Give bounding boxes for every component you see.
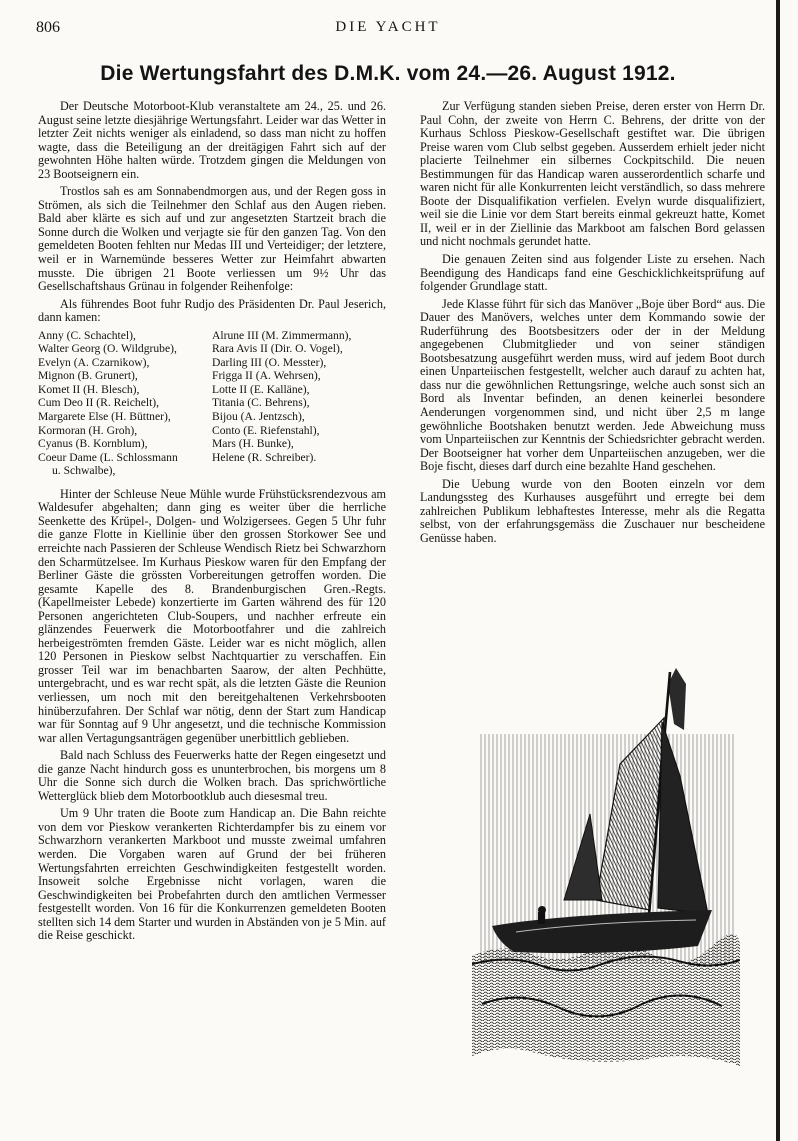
page-header (0, 0, 776, 40)
roster-entry: Rara Avis II (Dir. O. Vogel), (212, 342, 343, 356)
roster-entry: Komet II (H. Blesch), (38, 382, 140, 396)
paragraph: Bald nach Schluss des Feuerwerks hatte der Regen eingesetzt und die ganze Nacht hindurch goss es ununterbrochen, bis morgens um 8 Uhr die Sonne sich durch die Wolken brach. Das sprichwörtliche Wetterglück blieb dem Motorbootklub auch diesesmal treu. (38, 748, 386, 803)
roster-entry: Cum Deo II (R. Reichelt), (38, 396, 160, 410)
roster-entry: Mars (H. Bunke), (212, 437, 294, 451)
roster-entry: Bijou (A. Jentzsch), (212, 410, 305, 424)
roster-entry: Margarete Else (H. Büttner), (38, 410, 171, 424)
roster-entry: Anny (C. Schachtel), (38, 328, 136, 342)
roster-entry: u. Schwalbe), (52, 464, 116, 478)
page-edge-border (776, 0, 780, 1141)
roster-entry (212, 464, 386, 478)
paragraph: Die genauen Zeiten sind aus folgender Liste zu ersehen. Nach Beendigung des Handicaps fand eine Geschicklichkeitsprüfung auf folgender Grundlage statt. (420, 252, 765, 294)
roster-entry: Kormoran (H. Groh), (38, 423, 138, 437)
paragraph: Als führendes Boot fuhr Rudjo des Präsidenten Dr. Paul Jeserich, dann kamen: (38, 296, 386, 325)
roster-entry: Mignon (B. Grunert), (38, 369, 138, 383)
paragraph: Hinter der Schleuse Neue Mühle wurde Frühstücksrendezvous am Waldesufer abgehalten; dann ging es weiter über die herrliche Seenkette des Krüpel-, Dolgen- und Wolzigersees. Gegen 5 Uhr fuhr die ganze Flotte in Kiellinie über den grossen Storkower See und erreichte nach Passieren der Schleuse Wendisch Rietz bei Schwarzhorn den Scharmützelsee. Im Kurhaus Pieskow waren für den Empfang der Berliner Gäste die grössten Vorbereitungen getroffen worden. Die gesamte Kapelle des 8. Brandenburgischen Gren.-Regts. (Kapellmeister Lebede) konzertierte im Garten während des für 120 Personen angerichteten Club-Soupers, und nachher erfreute ein glänzendes Feuerwerk die Motorbootfahrer und die zahlreich herbeigeströmten fremden Gäste. Leider war es nicht möglich, allen 120 Personen in Pieskow selbst Nachtquartier zu verschaffen. Ein grosser Teil war im benachbarten Saarow, der alten Pechhütte, untergebracht, und es war recht spät, als die letzten Gäste die Reunion verliessen, um noch mit den bereitgehaltenen Verkehrsbooten hinüberzufahren. Der Schlaf war nötig, denn der Start zum Handicap war für Sonntag auf 9 Uhr angesetzt, und die technische Kommission war allen Vertagungsanträgen gegenüber unerbittlich geblieben. (38, 486, 386, 745)
paragraph: Der Deutsche Motorboot-Klub veranstaltete am 24., 25. und 26. August seine letzte diesjährige Wertungsfahrt. Leider war das Wetter in letzter Zeit nichts weniger als einladend, so dass man nicht zu hoffen wagte, dass die Beteiligung an der dreitägigen Fahrt sich auf der gewohnten Höhe halten würde. Trotzdem gingen die Meldungen von 23 Bootseignern ein. (38, 99, 386, 181)
roster-entry: Lotte II (E. Kalläne), (212, 382, 310, 396)
roster-entry: Helene (R. Schreiber). (212, 450, 317, 464)
roster-entry: Conto (E. Riefenstahl), (212, 423, 320, 437)
paragraph: Zur Verfügung standen sieben Preise, deren erster von Herrn Dr. Paul Cohn, der zweite von Herrn C. Behrens, der dritte von der Kurhaus Schloss Pieskow-Gesellschaft gestiftet war. Die übrigen Preise waren vom Club selbst gegeben. Ausserdem erhielt jeder nicht placierte Teilnehmer ein silbernes Cockpitschild. Die neuen Bestimmungen für das Handicap waren ausserordentlich scharfe und waren nicht für alle Konkurrenten leicht verständlich, so dass mehrere Boote der Disqualifikation verfielen. Evelyn wurde disqualifiziert, weil sie die Linie vor dem Start bereits einmal gekreuzt hatte, Komet II, weil er in der Ziellinie das Markboot am falschen Bord gelassen und nicht nochmals gerundet hatte. (420, 99, 765, 249)
paragraph: Trostlos sah es am Sonnabendmorgen aus, und der Regen goss in Strömen, als sich die Teilnehmer den Schlaf aus den Augen rieben. Bald aber klärte es sich auf und zur angesetzten Startzeit brach die Sonne durch die Wolken und verjagte sie für den ganzen Tag. Von den gemeldeten Booten fehlten nur Medas III und Verteidiger; der letztere, weil er in Warnemünde besseres Wetter zur Heimfahrt abwarten musste. Die übrigen 21 Boote verliessen um 9½ Uhr das Gesellschaftshaus Grünau in folgender Reihenfolge: (38, 184, 386, 294)
roster-entry: Cyanus (B. Kornblum), (38, 437, 148, 451)
boat-roster (38, 329, 386, 478)
right-column (420, 100, 765, 550)
roster-entry: Titania (C. Behrens), (212, 396, 310, 410)
sailboat-illustration (472, 664, 740, 1066)
left-column (38, 100, 386, 947)
running-head: DIE YACHT (335, 19, 441, 35)
page-number: 806 (36, 19, 60, 36)
roster-entry: Darling III (O. Messter), (212, 355, 327, 369)
roster-entry: Coeur Dame (L. Schlossmann (38, 450, 178, 464)
roster-entry: Alrune III (M. Zimmermann), (212, 328, 352, 342)
paragraph: Um 9 Uhr traten die Boote zum Handicap an. Die Bahn reichte von dem vor Pieskow verankerten Richterdampfer bis zu einem vor Schwarzhorn verankerten Markboot und musste zweimal umfahren werden. Die Vorgaben waren auf Grund der bei früheren Wertungsfahrten erreichten Geschwindigkeiten festgestellt worden. Insoweit solche Ergebnisse nicht vorlagen, waren die Geschwindigkeiten bei Probefahrten durch den amtlichen Vermesser festgestellt worden. Von 16 für die Konkurrenzen gemeldeten Booten stellten sich 14 dem Starter und wurden in Abständen von je 5 Min. auf die Reise geschickt. (38, 806, 386, 943)
article-title: Die Wertungsfahrt des D.M.K. vom 24.—26. August 1912. (100, 62, 676, 85)
paragraph: Die Uebung wurde von den Booten einzeln vor dem Landungssteg des Kurhauses ausgeführt und erregte bei dem zahlreichen Publikum lebhaftestes Interesse, mehr als die Regatta selbst, von der erfahrungsgemäss die Zuschauer nur bescheidene Genüsse haben. (420, 476, 765, 545)
paragraph: Jede Klasse führt für sich das Manöver „Boje über Bord“ aus. Die Dauer des Manövers, welches unter dem Kommando sowie der Ruderführung des Bootsbesitzers oder der in der Meldung angegebenen Clubmitglieder und von seiner ständigen Bootsbesatzung ausgeführt werden muss, wird auf jedem Boot durch einen Unparteiischen festgestellt, welcher auch darauf zu achten hat, dass nur die gewöhnlichen Rettungsringe, welche auch sonst sich an Bord als Inventar befinden, an denen keinerlei besondere Aenderungen vorgenommen sind, und nicht über 2,5 m lange gewöhnliche Bootshaken benutzt werden. Jede Abweichung muss vom Unparteiischen zur Kenntnis der Schiedsrichter gebracht werden. Der Bootseigner hat vorher dem Unparteiischen anzugeben, wer die Boje fischt, dieses darf durch eine bezahlte Hand geschehen. (420, 296, 765, 474)
roster-entry: Frigga II (A. Wehrsen), (212, 369, 321, 383)
roster-entry: Evelyn (A. Czarnikow), (38, 355, 150, 369)
roster-entry: Walter Georg (O. Wildgrube), (38, 342, 177, 356)
